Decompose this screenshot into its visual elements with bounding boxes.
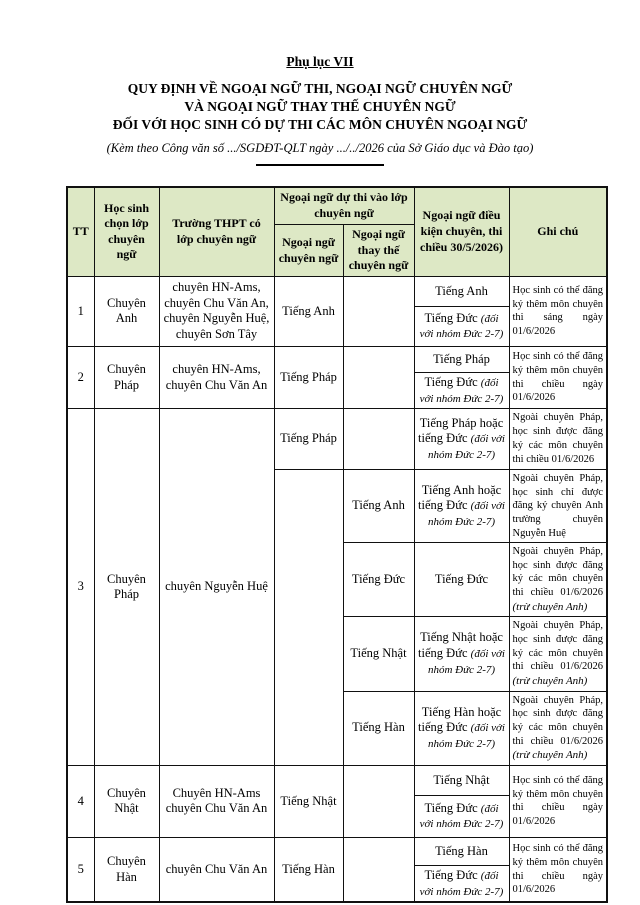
cell-note (509, 409, 607, 470)
condition-text: Tiếng Đức (434, 571, 489, 586)
cell-condition-a: Tiếng Nhật (414, 765, 509, 795)
cell-condition-a: Tiếng Hàn (414, 837, 509, 865)
cell-student: Chuyên Hàn (94, 837, 159, 902)
doc-title-line1: QUY ĐỊNH VỀ NGOẠI NGỮ THI, NGOẠI NGỮ CHUYÊN NGỮ (127, 81, 513, 96)
cell-note (509, 691, 607, 765)
cell-student: Chuyên Pháp (94, 346, 159, 409)
cell-main-lang: Tiếng Pháp (274, 409, 343, 470)
cell-school: chuyên Chu Văn An (159, 837, 274, 902)
cell-main-lang: Tiếng Hàn (274, 837, 343, 902)
cell-condition (414, 617, 509, 691)
condition-text: Tiếng Đức (424, 867, 478, 882)
condition-text: Tiếng Đức (424, 374, 478, 389)
cell-alt-lang: Tiếng Nhật (343, 617, 414, 691)
main-table (66, 186, 608, 904)
cell-condition-b (414, 372, 509, 409)
cell-condition (414, 691, 509, 765)
cell-student: Chuyên Pháp (94, 409, 159, 765)
document-header (0, 0, 640, 166)
doc-subtitle: (Kèm theo Công văn số .../SGDĐT-QLT ngày .../../2026 của Sở Giáo dục và Đào tạo) (106, 140, 534, 155)
col-header-exam-main: Ngoại ngữ chuyên ngữ (274, 225, 343, 277)
cell-tt: 4 (67, 765, 94, 837)
table-row (67, 765, 607, 795)
cell-condition (414, 543, 509, 617)
cell-note: Học sinh có thể đăng ký thêm môn chuyên thi chiều ngày 01/6/2026 (509, 765, 607, 837)
cell-condition (414, 409, 509, 470)
cell-alt-lang: Tiếng Đức (343, 543, 414, 617)
condition-text: Tiếng Đức (424, 800, 478, 815)
cell-condition (414, 470, 509, 543)
cell-alt-lang-empty (343, 409, 414, 470)
cell-condition-a: Tiếng Pháp (414, 346, 509, 372)
col-header-tt: TT (67, 187, 94, 277)
condition-note: (đối với nhóm Đức 2-7) (419, 802, 504, 831)
condition-note: (đối với nhóm Đức 2-7) (427, 433, 505, 462)
condition-note: (đối với nhóm Đức 2-7) (427, 722, 505, 751)
cell-condition-a: Tiếng Anh (414, 276, 509, 306)
cell-alt-lang: Tiếng Anh (343, 470, 414, 543)
divider-rule (256, 164, 384, 166)
condition-note: (đối với nhóm Đức 2-7) (419, 376, 504, 405)
cell-main-lang: Tiếng Pháp (274, 346, 343, 409)
cell-school: chuyên Nguyễn Huệ (159, 409, 274, 765)
cell-tt: 2 (67, 346, 94, 409)
note-text: Ngoài chuyên Pháp, học sinh được đăng ký các môn chuyên thi chiều 01/6/2026 (512, 546, 603, 599)
cell-student: Chuyên Anh (94, 276, 159, 346)
cell-tt: 3 (67, 409, 94, 765)
table-row (67, 346, 607, 372)
col-header-note: Ghi chú (509, 187, 607, 277)
doc-title-line3: ĐỐI VỚI HỌC SINH CÓ DỰ THI CÁC MÔN CHUYÊN NGOẠI NGỮ (112, 117, 528, 133)
cell-main-lang: Tiếng Nhật (274, 765, 343, 837)
cell-tt: 5 (67, 837, 94, 902)
cell-school: Chuyên HN-Ams chuyên Chu Văn An (159, 765, 274, 837)
cell-school: chuyên HN-Ams, chuyên Chu Văn An (159, 346, 274, 409)
cell-alt-lang-empty (343, 765, 414, 837)
cell-alt-lang-empty (343, 276, 414, 346)
cell-note (509, 617, 607, 691)
cell-student: Chuyên Nhật (94, 765, 159, 837)
condition-text: Tiếng Hàn hoặc tiếng Đức (418, 704, 502, 735)
table-row (67, 276, 607, 306)
col-header-condition: Ngoại ngữ điều kiện chuyên, thi chiều 30/5/2026) (414, 187, 509, 277)
note-text: Ngoài chuyên Pháp, học sinh được đăng ký các môn chuyên thi chiều 01/6/2026 (512, 412, 603, 466)
doc-title-line2: VÀ NGOẠI NGỮ THAY THẾ CHUYÊN NGỮ (184, 99, 456, 115)
cell-school: chuyên HN-Ams, chuyên Chu Văn An, chuyên Nguyễn Huệ, chuyên Sơn Tây (159, 276, 274, 346)
condition-text: Tiếng Nhật hoặc tiếng Đức (418, 630, 503, 661)
table-row (67, 409, 607, 470)
cell-note: Học sinh có thể đăng ký thêm môn chuyên thi sáng ngày 01/6/2026 (509, 276, 607, 346)
cell-alt-lang: Tiếng Hàn (343, 691, 414, 765)
cell-main-lang-empty (274, 470, 343, 766)
cell-condition-b (414, 865, 509, 902)
condition-text: Tiếng Đức (424, 310, 478, 325)
cell-condition-b (414, 795, 509, 837)
note-note: (trừ chuyên Anh) (512, 674, 588, 687)
appendix-title: Phụ lục VII (286, 54, 354, 69)
col-header-school: Trường THPT có lớp chuyên ngữ (159, 187, 274, 277)
cell-alt-lang-empty (343, 837, 414, 902)
cell-note: Học sinh có thể đăng ký thêm môn chuyên thi chiều ngày 01/6/2026 (509, 837, 607, 902)
note-note: (trừ chuyên Anh) (512, 749, 588, 762)
condition-note: (đối với nhóm Đức 2-7) (427, 648, 505, 676)
condition-text: Tiếng Anh hoặc tiếng Đức (418, 482, 502, 513)
col-header-exam-alt: Ngoại ngữ thay thế chuyên ngữ (343, 225, 414, 277)
condition-note: (đối với nhóm Đức 2-7) (427, 500, 505, 528)
note-text: Ngoài chuyên Pháp, học sinh chỉ được đăng ký chuyên Anh trường chuyên Nguyễn Huệ (512, 473, 603, 539)
cell-note (509, 470, 607, 543)
table-row (67, 837, 607, 865)
condition-note: (đối với nhóm Đức 2-7) (419, 312, 504, 341)
condition-note: (đối với nhóm Đức 2-7) (419, 869, 504, 898)
cell-condition-b (414, 306, 509, 346)
note-text: Ngoài chuyên Pháp, học sinh được đăng ký các môn chuyên thi chiều 01/6/2026 (512, 620, 603, 673)
cell-note (509, 543, 607, 617)
cell-alt-lang-empty (343, 346, 414, 409)
cell-note: Học sinh có thể đăng ký thêm môn chuyên thi chiều ngày 01/6/2026 (509, 346, 607, 409)
col-header-student: Học sinh chọn lớp chuyên ngữ (94, 187, 159, 277)
note-text: Ngoài chuyên Pháp, học sinh được đăng ký các môn chuyên thi chiều 01/6/2026 (512, 694, 603, 747)
cell-main-lang: Tiếng Anh (274, 276, 343, 346)
col-header-exam-group: Ngoại ngữ dự thi vào lớp chuyên ngữ (274, 187, 414, 225)
note-note: (trừ chuyên Anh) (512, 600, 588, 613)
cell-tt: 1 (67, 276, 94, 346)
condition-text: Tiếng Pháp hoặc tiếng Đức (418, 415, 504, 446)
